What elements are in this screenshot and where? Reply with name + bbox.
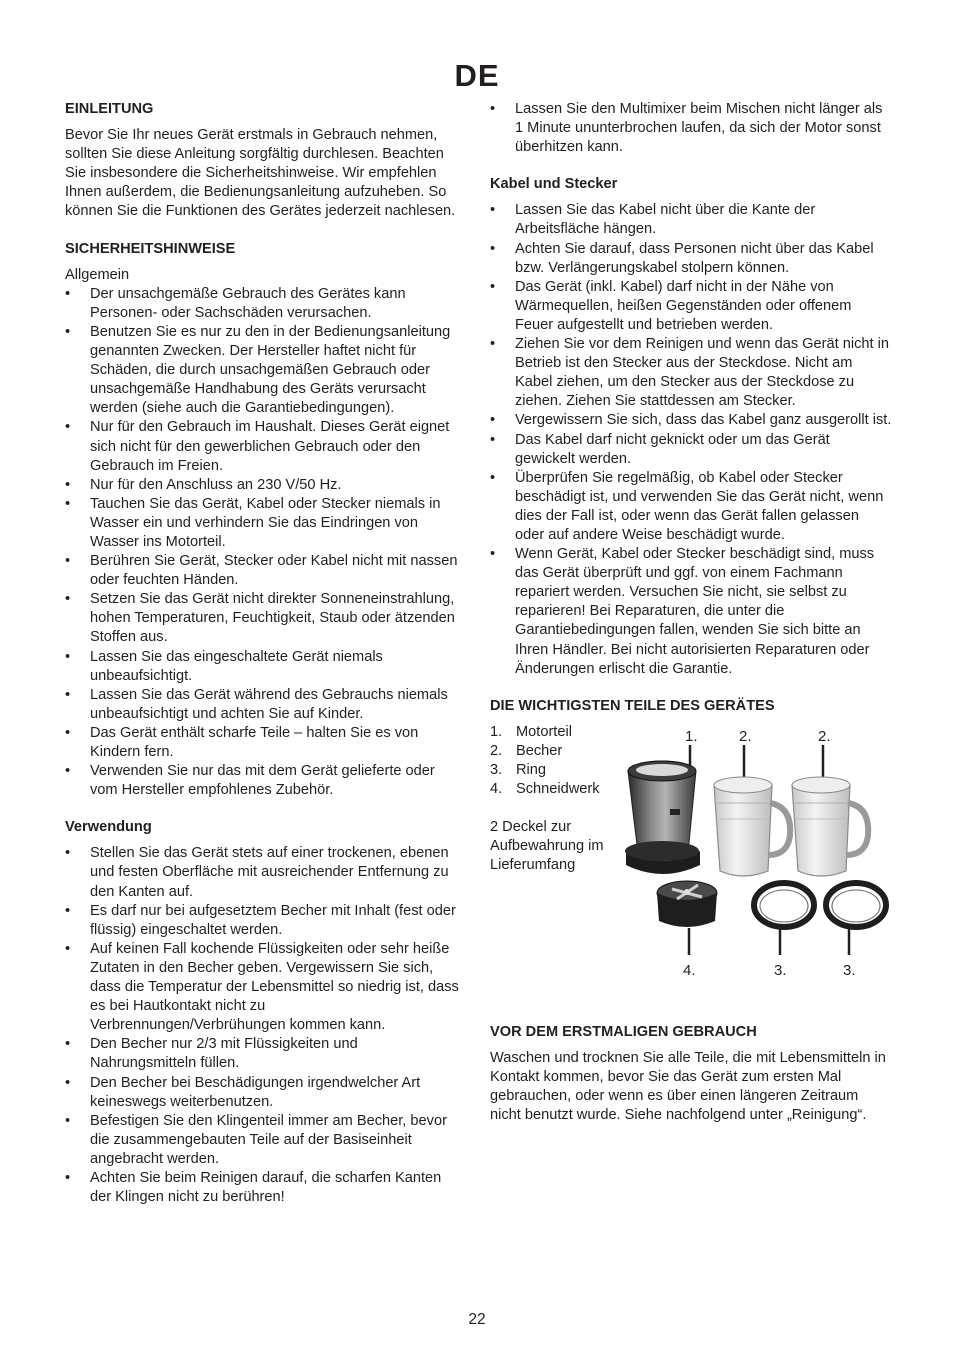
list-item: • Der unsachgemäße Gebrauch des Gerätes kann Personen- oder Sachschäden verursachen. — [65, 285, 460, 323]
image-label-ring2: 3. — [843, 961, 856, 979]
teile-heading: DIE WICHTIGSTEN TEILE DES GERÄTES — [490, 697, 775, 714]
list-item: • Nur für den Anschluss an 230 V/50 Hz. — [65, 476, 460, 495]
list-item: • Befestigen Sie den Klingenteil immer am Becher, bevor die zusammengebauten Teile auf der Basiseinheit angebracht werden. — [65, 1112, 460, 1169]
cup-image-2 — [792, 777, 868, 876]
verwendung-list — [65, 844, 460, 1207]
item-number: 2. — [490, 742, 503, 759]
list-item: • Lassen Sie den Multimixer beim Mischen nicht länger als 1 Minute ununterbrochen laufen, da sich der Motor sonst überhitzen kann. — [490, 100, 892, 157]
list-item: • Achten Sie beim Reinigen darauf, die scharfen Kanten der Klingen nicht zu berühren! — [65, 1169, 460, 1207]
mischen-list — [490, 100, 892, 157]
list-item: • Berühren Sie Gerät, Stecker oder Kabel nicht mit nassen oder feuchten Händen. — [65, 552, 460, 590]
item-number: 4. — [490, 781, 503, 798]
list-item — [490, 723, 630, 742]
sicherheit-list — [65, 285, 460, 801]
kabel-list — [490, 201, 892, 678]
cup-image-1 — [714, 777, 790, 876]
erstgebrauch-heading: VOR DEM ERSTMALIGEN GEBRAUCH — [490, 1023, 757, 1040]
left-column — [65, 100, 460, 1207]
list-item — [490, 780, 630, 799]
parts-list — [490, 723, 630, 799]
right-column — [490, 100, 892, 1125]
parts-section — [490, 723, 892, 1023]
list-item: • Wenn Gerät, Kabel oder Stecker beschädigt sind, muss das Gerät überprüft und ggf. von einem Fachmann repariert werden. Versuchen Sie nicht, sie selbst zu reparieren! Bei Reparaturen, die unter die Garantiebedingungen fallen, wenden Sie sich bitte an Ihren Händler. Bei nicht autorisierten Reparaturen oder Änderungen erlischt die Garantie. — [490, 545, 892, 679]
erstgebrauch-text: Waschen und trocknen Sie alle Teile, die mit Lebensmitteln in Kontakt kommen, bevor Sie das Gerät zum ersten Mal gebrauchen, oder wenn es über einen längeren Zeitraum nicht benutzt wurde. Siehe nachfolgend unter „Reinigung“. — [490, 1049, 886, 1124]
item-number: 3. — [490, 762, 503, 778]
list-item: • Es darf nur bei aufgesetztem Becher mit Inhalt (fest oder flüssig) eingeschaltet werden. — [65, 902, 460, 940]
list-item: • Lassen Sie das eingeschaltete Gerät niemals unbeaufsichtigt. — [65, 648, 460, 686]
list-item: • Überprüfen Sie regelmäßig, ob Kabel oder Stecker beschädigt ist, und verwenden Sie das Gerät nicht, wenn dies der Fall ist, oder wenn das Gerät fallen gelassen oder auf andere Weise beschädigt wurde. — [490, 469, 892, 545]
list-item: • Tauchen Sie das Gerät, Kabel oder Stecker niemals in Wasser ein und verhindern Sie das Eindringen von Wasser ins Motorteil. — [65, 495, 460, 552]
list-item: • Lassen Sie das Kabel nicht über die Kante der Arbeitsfläche hängen. — [490, 201, 892, 239]
list-item: • Das Gerät enthält scharfe Teile – halten Sie es von Kindern fern. — [65, 724, 460, 762]
list-item: • Vergewissern Sie sich, dass das Kabel ganz ausgerollt ist. — [490, 411, 892, 430]
ring-image-1 — [754, 883, 814, 927]
motor-base-image — [625, 761, 700, 874]
list-item: • Stellen Sie das Gerät stets auf einer trockenen, ebenen und festen Oberfläche mit ausreichender Entfernung zu den Kanten auf. — [65, 844, 460, 901]
image-label-motor: 1. — [685, 727, 698, 745]
list-item: • Den Becher bei Beschädigungen irgendwelcher Art keineswegs weiterbenutzen. — [65, 1074, 460, 1112]
list-item: • Das Kabel darf nicht geknickt oder um das Gerät gewickelt werden. — [490, 431, 892, 469]
kabel-heading: Kabel und Stecker — [490, 176, 618, 193]
list-item: • Achten Sie darauf, dass Personen nicht über das Kabel bzw. Verlängerungskabel stolpern können. — [490, 240, 892, 278]
blade-unit-image — [657, 881, 717, 927]
item-label: Schneidwerk — [516, 781, 600, 798]
einleitung-text: Bevor Sie Ihr neues Gerät erstmals in Gebrauch nehmen, sollten Sie diese Anleitung sorgfältig durchlesen. Beachten Sie insbesondere die Sicherheitshinweise. Wir empfehlen Ihnen außerdem, die Bedienungsanleitung aufzuheben. So können Sie die Funktionen des Gerätes jederzeit nachlesen. — [65, 127, 456, 220]
image-label-blade: 4. — [683, 961, 696, 979]
item-label: Motorteil — [516, 723, 572, 740]
list-item — [490, 761, 630, 780]
image-label-cup1: 2. — [739, 727, 752, 745]
parts-note: 2 Deckel zur Aufbewahrung im Lieferumfang — [490, 818, 604, 873]
sicherheit-heading: SICHERHEITSHINWEISE — [65, 240, 236, 257]
item-number: 1. — [490, 723, 503, 740]
item-label: Ring — [516, 762, 547, 778]
image-label-ring1: 3. — [774, 961, 787, 979]
list-item: • Ziehen Sie vor dem Reinigen und wenn das Gerät nicht in Betrieb ist den Stecker aus der Steckdose. Nicht am Kabel ziehen, um den Stecker aus der Steckdose zu ziehen. Ziehen Sie stattdessen am Stecker. — [490, 335, 892, 411]
image-label-cup2: 2. — [818, 727, 831, 745]
list-item: • Den Becher nur 2/3 mit Flüssigkeiten und Nahrungsmitteln füllen. — [65, 1035, 460, 1073]
list-item: • Setzen Sie das Gerät nicht direkter Sonneneinstrahlung, hohen Temperaturen, Feuchtigkeit, Staub oder ätzenden Stoffen aus. — [65, 590, 460, 647]
ring-image-2 — [826, 883, 886, 927]
list-item: • Lassen Sie das Gerät während des Gebrauchs niemals unbeaufsichtigt und achten Sie auf Kinder. — [65, 686, 460, 724]
language-heading: DE — [454, 58, 500, 93]
list-item: • Auf keinen Fall kochende Flüssigkeiten oder sehr heiße Zutaten in den Becher geben. Vergewissern Sie sich, dass die Temperatur der Lebensmittel so niedrig ist, dass es bei Hautkontakt nicht zu Verbrennungen/Verbrühungen kommen kann. — [65, 940, 460, 1035]
einleitung-heading: EINLEITUNG — [65, 101, 154, 117]
verwendung-heading: Verwendung — [65, 819, 152, 836]
sicherheit-subtitle: Allgemein — [65, 266, 130, 283]
list-item: • Verwenden Sie nur das mit dem Gerät gelieferte oder vom Hersteller empfohlenes Zubehör. — [65, 762, 460, 800]
list-item: • Das Gerät (inkl. Kabel) darf nicht in der Nähe von Wärmequellen, heißen Gegenständen oder offenem Feuer aufgestellt und betrieben werden. — [490, 278, 892, 335]
item-label: Becher — [516, 742, 563, 759]
list-item: • Nur für den Gebrauch im Haushalt. Dieses Gerät eignet sich nicht für den gewerblichen Gebrauch oder den Gebrauch im Freien. — [65, 418, 460, 475]
list-item: • Benutzen Sie es nur zu den in der Bedienungsanleitung genannten Zwecken. Der Hersteller haftet nicht für Schäden, die durch unsachgemäßen Gebrauch oder unsachgemäße Handhabung des Geräts verursacht werden (siehe auch die Garantiebedingungen). — [65, 323, 460, 418]
parts-illustration — [622, 723, 894, 1003]
page-number: 22 — [468, 1311, 486, 1328]
list-item — [490, 742, 630, 761]
